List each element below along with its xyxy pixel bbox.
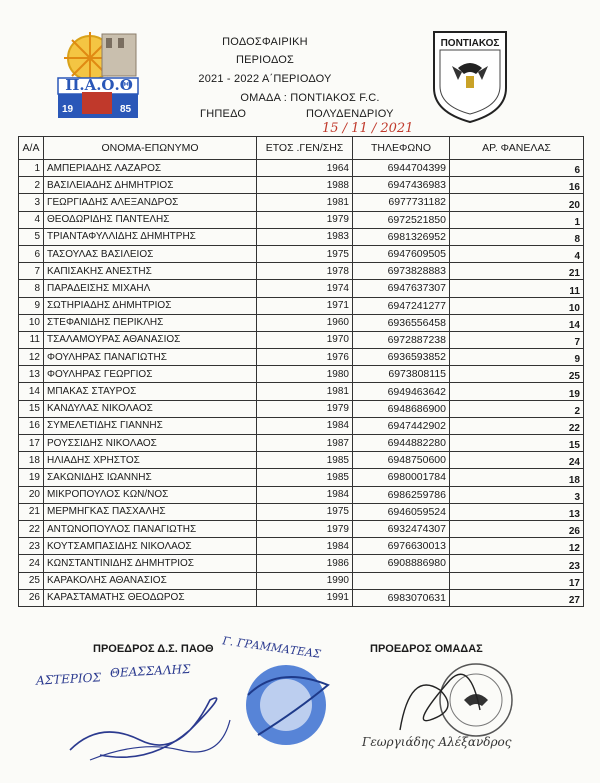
table-row	[19, 572, 584, 589]
jersey-number: 21	[450, 263, 584, 280]
player-name: ΣΩΤΗΡΙΑΔΗΣ ΔΗΜΗΤΡΙΟΣ	[44, 297, 257, 314]
table-row	[19, 435, 584, 452]
header-season: 2021 - 2022 Α΄ΠΕΡΙΟΔΟΥ	[198, 73, 332, 85]
row-number: 4	[19, 211, 44, 228]
phone-number: 6948750600	[353, 452, 450, 469]
jersey-number: 7	[450, 331, 584, 348]
jersey-number: 11	[450, 280, 584, 297]
jersey-number: 3	[450, 486, 584, 503]
jersey-number: 4	[450, 245, 584, 262]
row-number: 7	[19, 263, 44, 280]
jersey-number: 17	[450, 572, 584, 589]
phone-number: 6944704399	[353, 160, 450, 177]
phone-number: 6972887238	[353, 331, 450, 348]
phone-number: 6949463642	[353, 383, 450, 400]
birth-year: 1964	[257, 160, 353, 177]
roster-table	[18, 136, 584, 607]
phone-number: 6947442902	[353, 417, 450, 434]
jersey-number: 8	[450, 228, 584, 245]
pontiakos-logo-text: ΠΟΝΤΙΑΚΟΣ	[440, 38, 500, 49]
row-number: 12	[19, 349, 44, 366]
player-name: ΤΑΣΟΥΛΑΣ ΒΑΣΙΛΕΙΟΣ	[44, 245, 257, 262]
phone-number: 6932474307	[353, 520, 450, 537]
table-row	[19, 589, 584, 606]
player-name: ΣΑΚΩΝΙΔΗΣ ΙΩΑΝΝΗΣ	[44, 469, 257, 486]
birth-year: 1987	[257, 435, 353, 452]
jersey-number: 9	[450, 349, 584, 366]
signature-right	[380, 660, 520, 740]
row-number: 11	[19, 331, 44, 348]
paoth-logo-year-a: 19	[62, 104, 74, 115]
phone-number: 6947637307	[353, 280, 450, 297]
jersey-number: 23	[450, 555, 584, 572]
row-number: 21	[19, 503, 44, 520]
paoth-stamp	[238, 655, 334, 751]
header-ground-value: ΠΟΛΥΔΕΝΔΡΙΟΥ	[306, 108, 394, 120]
row-number: 17	[19, 435, 44, 452]
player-name: ΠΑΡΑΔΕΙΣΗΣ ΜΙΧΑΗΛ	[44, 280, 257, 297]
phone-number: 6986259786	[353, 486, 450, 503]
jersey-number: 1	[450, 211, 584, 228]
table-row	[19, 469, 584, 486]
table-row	[19, 417, 584, 434]
jersey-number: 27	[450, 589, 584, 606]
row-number: 24	[19, 555, 44, 572]
phone-number: 6948686900	[353, 400, 450, 417]
col-header-phone: ΤΗΛΕΦΩΝΟ	[353, 137, 450, 160]
table-row	[19, 228, 584, 245]
birth-year: 1979	[257, 520, 353, 537]
player-name: ΜΙΚΡΟΠΟΥΛΟΣ ΚΩΝ/ΝΟΣ	[44, 486, 257, 503]
birth-year: 1981	[257, 383, 353, 400]
row-number: 3	[19, 194, 44, 211]
birth-year: 1979	[257, 211, 353, 228]
table-row	[19, 503, 584, 520]
birth-year: 1991	[257, 589, 353, 606]
phone-number: 6936556458	[353, 314, 450, 331]
birth-year: 1990	[257, 572, 353, 589]
player-name: ΦΟΥΛΗΡΑΣ ΠΑΝΑΓΙΩΤΗΣ	[44, 349, 257, 366]
header-team: ΟΜΑΔΑ : ΠΟΝΤΙΑΚΟΣ F.C.	[240, 92, 380, 104]
birth-year: 1971	[257, 297, 353, 314]
table-header-row	[19, 137, 584, 160]
player-name: ΡΟΥΣΣΙΔΗΣ ΝΙΚΟΛΑΟΣ	[44, 435, 257, 452]
birth-year: 1975	[257, 503, 353, 520]
col-header-jersey: ΑΡ. ΦΑΝΕΛΑΣ	[450, 137, 584, 160]
player-name: ΚΑΠΙΣΑΚΗΣ ΑΝΕΣΤΗΣ	[44, 263, 257, 280]
jersey-number: 19	[450, 383, 584, 400]
player-name: ΚΩΝΣΤΑΝΤΙΝΙΔΗΣ ΔΗΜΗΤΡΙΟΣ	[44, 555, 257, 572]
col-header-name: ΟΝΟΜΑ-ΕΠΩΝΥΜΟ	[44, 137, 257, 160]
row-number: 6	[19, 245, 44, 262]
birth-year: 1984	[257, 417, 353, 434]
birth-year: 1986	[257, 555, 353, 572]
phone-number: 6973808115	[353, 366, 450, 383]
row-number: 22	[19, 520, 44, 537]
row-number: 15	[19, 400, 44, 417]
jersey-number: 22	[450, 417, 584, 434]
birth-year: 1974	[257, 280, 353, 297]
birth-year: 1984	[257, 486, 353, 503]
player-name: ΦΟΥΛΗΡΑΣ ΓΕΩΡΓΙΟΣ	[44, 366, 257, 383]
player-name: ΒΑΣΙΛΕΙΑΔΗΣ ΔΗΜΗΤΡΙΟΣ	[44, 177, 257, 194]
jersey-number: 15	[450, 435, 584, 452]
table-row	[19, 452, 584, 469]
phone-number: 6980001784	[353, 469, 450, 486]
jersey-number: 13	[450, 503, 584, 520]
row-number: 8	[19, 280, 44, 297]
row-number: 5	[19, 228, 44, 245]
jersey-number: 26	[450, 520, 584, 537]
phone-number: 6936593852	[353, 349, 450, 366]
table-row	[19, 263, 584, 280]
row-number: 20	[19, 486, 44, 503]
jersey-number: 10	[450, 297, 584, 314]
table-row	[19, 538, 584, 555]
row-number: 2	[19, 177, 44, 194]
phone-number: 6944882280	[353, 435, 450, 452]
table-row	[19, 555, 584, 572]
birth-year: 1979	[257, 400, 353, 417]
player-name: ΤΣΑΛΑΜΟΥΡΑΣ ΑΘΑΝΑΣΙΟΣ	[44, 331, 257, 348]
player-name: ΑΜΠΕΡΙΑΔΗΣ ΛΑΖΑΡΟΣ	[44, 160, 257, 177]
phone-number: 6977731182	[353, 194, 450, 211]
birth-year: 1960	[257, 314, 353, 331]
table-row	[19, 297, 584, 314]
handwritten-left-a: ΑΣΤΕΡΙΟΣ	[35, 670, 102, 688]
handwritten-date: 15 / 11 / 2021	[322, 121, 414, 136]
footer-right-title: ΠΡΟΕΔΡΟΣ ΟΜΑΔΑΣ	[370, 643, 483, 655]
phone-number: 6972521850	[353, 211, 450, 228]
paoth-logo-year-b: 85	[120, 104, 132, 115]
player-name: ΑΝΤΩΝΟΠΟΥΛΟΣ ΠΑΝΑΓΙΩΤΗΣ	[44, 520, 257, 537]
phone-number: 6946059524	[353, 503, 450, 520]
phone-number: 6947436983	[353, 177, 450, 194]
row-number: 16	[19, 417, 44, 434]
player-name: ΘΕΟΔΩΡΙΔΗΣ ΠΑΝΤΕΛΗΣ	[44, 211, 257, 228]
player-name: ΚΑΡΑΣΤΑΜΑΤΗΣ ΘΕΟΔΩΡΟΣ	[44, 589, 257, 606]
jersey-number: 6	[450, 160, 584, 177]
phone-number: 6947609505	[353, 245, 450, 262]
phone-number: 6973828883	[353, 263, 450, 280]
jersey-number: 18	[450, 469, 584, 486]
player-name: ΚΑΝΔΥΛΑΣ ΝΙΚΟΛΑΟΣ	[44, 400, 257, 417]
row-number: 23	[19, 538, 44, 555]
row-number: 26	[19, 589, 44, 606]
paoth-logo-text: Π.Α.Ο.Θ	[65, 76, 133, 94]
jersey-number: 24	[450, 452, 584, 469]
col-header-year: ΕΤΟΣ .ΓΕΝ/ΣΗΣ	[257, 137, 353, 160]
phone-number: 6908886980	[353, 555, 450, 572]
phone-number: 6976630013	[353, 538, 450, 555]
table-row	[19, 194, 584, 211]
paoth-logo	[52, 30, 144, 120]
birth-year: 1985	[257, 452, 353, 469]
handwritten-right-name: Γεωργιάδης Αλέξανδρος	[362, 735, 512, 749]
jersey-number: 2	[450, 400, 584, 417]
birth-year: 1988	[257, 177, 353, 194]
table-row	[19, 400, 584, 417]
header-ground-label: ΓΗΠΕΔΟ	[200, 108, 247, 120]
col-header-aa: Α/Α	[19, 137, 44, 160]
row-number: 18	[19, 452, 44, 469]
row-number: 1	[19, 160, 44, 177]
table-row	[19, 177, 584, 194]
birth-year: 1980	[257, 366, 353, 383]
table-row	[19, 211, 584, 228]
table-row	[19, 383, 584, 400]
row-number: 10	[19, 314, 44, 331]
handwritten-left-b: ΘΕΑΣΣΑΛΗΣ	[109, 661, 191, 681]
jersey-number: 20	[450, 194, 584, 211]
birth-year: 1975	[257, 245, 353, 262]
header-line2: ΠΕΡΙΟΔΟΣ	[235, 54, 295, 66]
phone-number: 6981326952	[353, 228, 450, 245]
birth-year: 1970	[257, 331, 353, 348]
table-row	[19, 366, 584, 383]
row-number: 25	[19, 572, 44, 589]
table-row	[19, 314, 584, 331]
player-name: ΗΛΙΑΔΗΣ ΧΡΗΣΤΟΣ	[44, 452, 257, 469]
jersey-number: 16	[450, 177, 584, 194]
table-row	[19, 349, 584, 366]
birth-year: 1978	[257, 263, 353, 280]
player-name: ΣΤΕΦΑΝΙΔΗΣ ΠΕΡΙΚΛΗΣ	[44, 314, 257, 331]
jersey-number: 12	[450, 538, 584, 555]
pontiakos-logo	[430, 28, 510, 124]
birth-year: 1976	[257, 349, 353, 366]
header-line1: ΠΟΔΟΣΦΑΙΡΙΚΗ	[222, 36, 308, 48]
table-row	[19, 520, 584, 537]
jersey-number: 14	[450, 314, 584, 331]
phone-number: 6947241277	[353, 297, 450, 314]
row-number: 14	[19, 383, 44, 400]
row-number: 9	[19, 297, 44, 314]
phone-number: 6983070631	[353, 589, 450, 606]
signature-left	[60, 660, 240, 770]
row-number: 13	[19, 366, 44, 383]
row-number: 19	[19, 469, 44, 486]
birth-year: 1981	[257, 194, 353, 211]
player-name: ΣΥΜΕΛΕΤΙΔΗΣ ΓΙΑΝΝΗΣ	[44, 417, 257, 434]
table-row	[19, 280, 584, 297]
player-name: ΓΕΩΡΓΙΑΔΗΣ ΑΛΕΞΑΝΔΡΟΣ	[44, 194, 257, 211]
jersey-number: 25	[450, 366, 584, 383]
birth-year: 1984	[257, 538, 353, 555]
player-name: ΚΟΥΤΣΑΜΠΑΣΙΔΗΣ ΝΙΚΟΛΑΟΣ	[44, 538, 257, 555]
handwritten-secretary: Γ. ΓΡΑΜΜΑΤΕΑΣ	[221, 634, 322, 661]
player-name: ΜΠΑΚΑΣ ΣΤΑΥΡΟΣ	[44, 383, 257, 400]
footer-left-title: ΠΡΟΕΔΡΟΣ Δ.Σ. ΠΑΟΘ	[93, 643, 214, 655]
table-row	[19, 486, 584, 503]
player-name: ΚΑΡΑΚΟΛΗΣ ΑΘΑΝΑΣΙΟΣ	[44, 572, 257, 589]
table-row	[19, 331, 584, 348]
phone-number	[353, 572, 450, 589]
birth-year: 1985	[257, 469, 353, 486]
table-row	[19, 160, 584, 177]
player-name: ΤΡΙΑΝΤΑΦΥΛΛΙΔΗΣ ΔΗΜΗΤΡΗΣ	[44, 228, 257, 245]
player-name: ΜΕΡΜΗΓΚΑΣ ΠΑΣΧΑΛΗΣ	[44, 503, 257, 520]
birth-year: 1983	[257, 228, 353, 245]
table-row	[19, 245, 584, 262]
